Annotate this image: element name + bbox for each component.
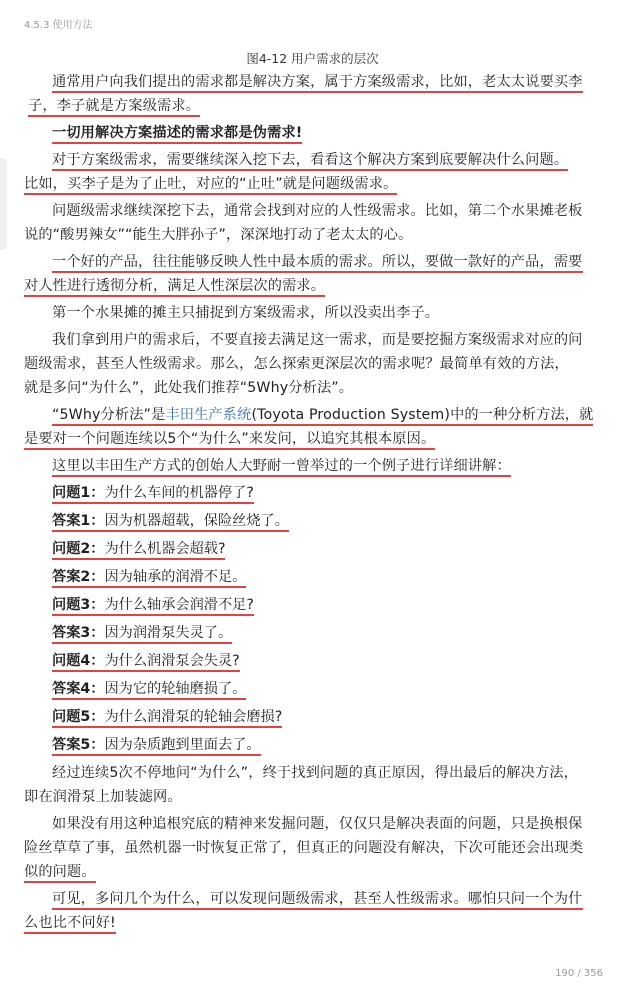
qa-text: 为什么润滑泵会失灵? [104,653,240,669]
page-number: 190 / 356 [555,968,603,979]
paragraph-10 [24,761,606,809]
qa-item [52,593,606,617]
paragraph-11 [24,812,606,884]
text-line: 险丝草草了事，虽然机器一时恢复正常了，但真正的问题没有解决，下次可能还会出现类 [24,840,584,856]
figure-caption: 图4-12 用户需求的层次 [246,51,379,66]
qa-text: 因为润滑泵失灵了。 [104,625,233,641]
text-line [52,407,593,426]
paragraph-6 [52,301,606,325]
qa-item [52,649,606,673]
text-fragment: “5Why分析法”是 [52,407,166,423]
qa-item [52,481,606,505]
text-line: 即在润滑泵上加装滤网。 [24,789,182,805]
text-line: 经过连续5次不停地问“为什么”，终于找到问题的真正原因，得出最后的解决方法， [52,765,578,781]
text-line: 如果没有用这种追根究底的精神来发掘问题，仅仅只是解决表面的问题，只是换根保 [52,816,583,832]
qa-text: 因为它的轮轴磨损了。 [104,681,247,697]
text-line: 就是多问“为什么”，此处我们推荐“5Why分析法”。 [24,380,354,396]
qa-item [52,509,606,533]
text-line: 说的“酸男辣女”“能生大胖孙子”，深深地打动了老太太的心。 [24,227,413,243]
side-drawer-handle[interactable] [0,158,7,250]
text-line: 么也比不问好! [24,915,116,934]
qa-item [52,537,606,561]
text-line: 子，李子就是方案级需求。 [28,98,200,117]
qa-list [52,481,606,757]
qa-label: 问题4： [52,653,105,669]
qa-item [52,705,606,729]
qa-label: 答案5： [52,737,105,753]
paragraph-12 [24,887,606,935]
qa-item [52,565,606,589]
qa-label: 答案3： [52,625,105,641]
text-line: 比如，买李子是为了止吐，对应的“止吐”就是问题级需求。 [24,176,397,195]
qa-text: 为什么机器会超载? [104,541,226,557]
text-line: 这里以丰田生产方式的创始人大野耐一曾举过的一个例子进行详细讲解： [52,458,511,477]
qa-text: 因为轴承的润滑不足。 [104,569,247,585]
section-header: 4.5.3 使用方法 [24,20,93,31]
text-line: 是要对一个问题连续以5个“为什么”来发问，以追究其根本原因。 [24,431,435,450]
text-line: 对人性进行透彻分析，满足人性深层次的需求。 [24,278,325,297]
text-line: 对于方案级需求，需要继续深入挖下去，看看这个解决方案到底要解决什么问题。 [52,152,568,171]
qa-text: 为什么轴承会润滑不足? [104,597,254,613]
paragraph-7 [24,328,606,400]
text-line: 题级需求，甚至人性级需求。那么，怎么探索更深层次的需求呢？最简单有效的方法， [24,356,569,372]
paragraph-2 [52,121,606,145]
qa-label: 答案1： [52,513,105,529]
qa-item [52,621,606,645]
paragraph-9 [52,454,606,478]
text-line: 一个好的产品，往往能够反映人性中最本质的需求。所以，要做一款好的产品，需要 [52,254,583,273]
qa-label: 问题1： [52,485,105,501]
text-line: 似的问题。 [24,864,96,883]
qa-text: 为什么车间的机器停了? [104,485,254,501]
qa-label: 问题3： [52,597,105,613]
qa-item [52,733,606,757]
qa-label: 问题5： [52,709,105,725]
text-line: 问题级需求继续深挖下去，通常会找到对应的人性级需求。比如，第二个水果摊老板 [52,203,583,219]
qa-label: 答案4： [52,681,105,697]
text-line: 通常用户向我们提出的需求都是解决方案，属于方案级需求，比如，老太太说要买李 [52,74,583,93]
paragraph-3 [24,148,606,196]
qa-text: 为什么润滑泵的轮轴会磨损? [104,709,283,725]
qa-label: 问题2： [52,541,105,557]
qa-label: 答案2： [52,569,105,585]
text-fragment: (Toyota Production System)中的一种分析方法，就 [251,407,594,423]
paragraph-8 [24,403,606,451]
paragraph-4 [24,199,606,247]
text-line: 我们拿到用户的需求后，不要直接去满足这一需求，而是要挖掘方案级需求对应的问 [52,332,583,348]
text-line: 一切用解决方案描述的需求都是伪需求! [52,125,302,144]
page-content [24,70,606,938]
qa-text: 因为机器超载，保险丝烧了。 [104,513,289,529]
qa-text: 因为杂质跑到里面去了。 [104,737,261,753]
text-line: 可见，多问几个为什么，可以发现问题级需求，甚至人性级需求。哪怕只问一个为什 [52,891,583,910]
text-line: 第一个水果摊的摊主只捕捉到方案级需求，所以没卖出李子。 [52,305,440,321]
paragraph-5 [24,250,606,298]
toyota-system-link[interactable]: 丰田生产系统 [165,407,252,423]
qa-item [52,677,606,701]
paragraph-1 [28,70,606,118]
